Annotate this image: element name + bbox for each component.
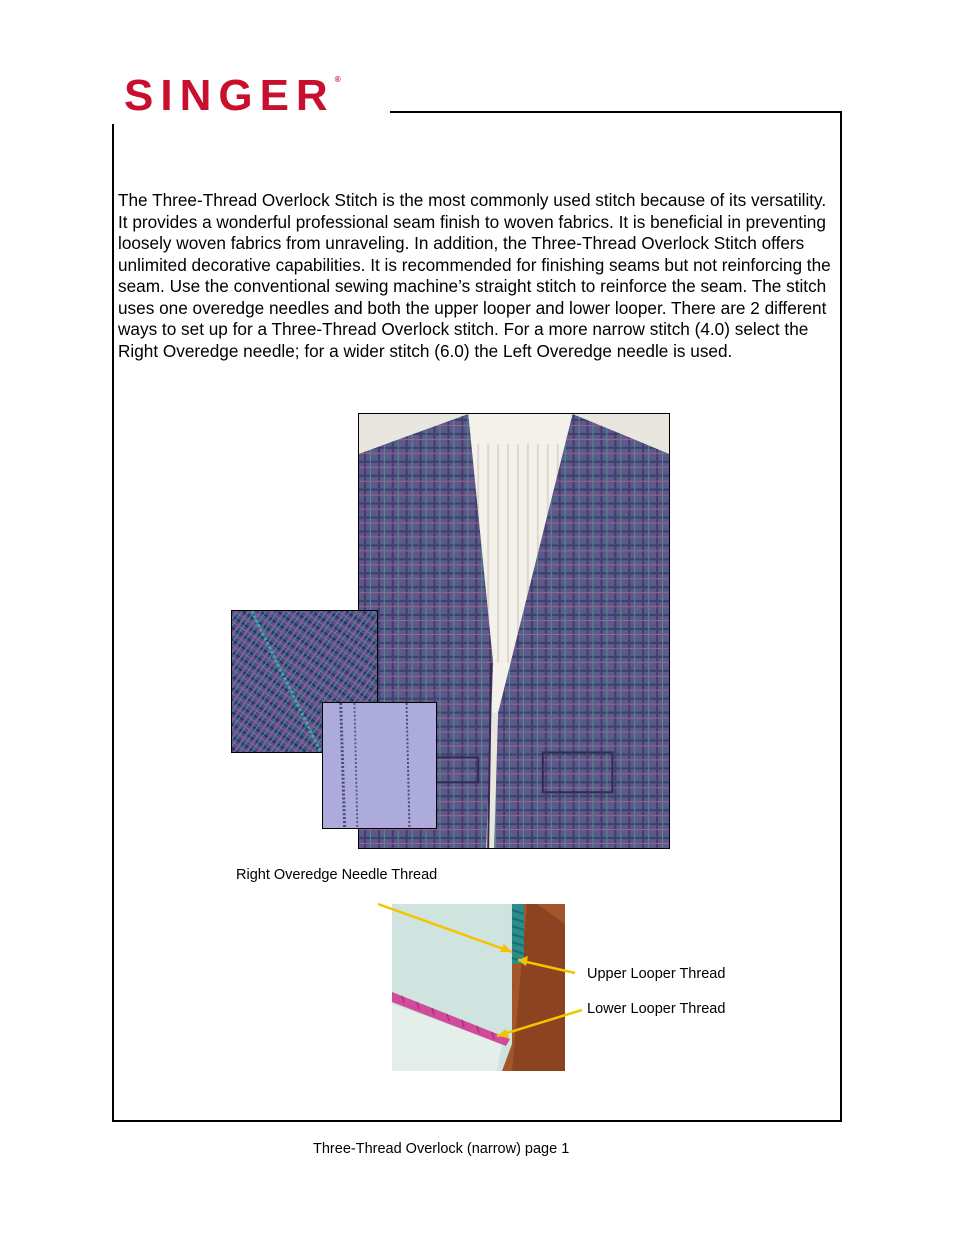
label-right-overedge-needle-thread: Right Overedge Needle Thread [236, 867, 438, 883]
frame-right-border [840, 112, 842, 1122]
lavender-seam-closeup [322, 702, 437, 829]
frame-bottom-border [112, 1120, 842, 1122]
trademark-symbol: ® [334, 75, 341, 84]
label-lower-looper-thread: Lower Looper Thread [587, 1001, 726, 1017]
stitch-description: The Three-Thread Overlock Stitch is the most commonly used stitch because of its versatility. It provides a wonderful professional seam finish to woven fabrics. It is beneficial in preventing loosely woven fabrics from unraveling. In addition, the Three-Thread Overlock Stitch offers unlimited decorative capabilities. It is recommended for finishing seams but not reinforcing the seam. Use the conventional sewing machine’s straight stitch to reinforce the seam. The stitch uses one overedge needles and both the upper looper and lower looper. There are 2 different ways to set up for a Three-Thread Overlock stitch. For a more narrow stitch (4.0) select the Right Overedge needle; for a wider stitch (6.0) the Left Overedge needle is used. [118, 190, 831, 361]
header-rule [390, 111, 842, 113]
stitch-diagram-photo [392, 904, 565, 1071]
singer-logo [124, 71, 341, 120]
brand-name: SINGER [124, 71, 335, 120]
label-upper-looper-thread: Upper Looper Thread [587, 966, 726, 982]
page-footer: Three-Thread Overlock (narrow) page 1 [313, 1141, 570, 1157]
frame-left-border [112, 124, 114, 1122]
